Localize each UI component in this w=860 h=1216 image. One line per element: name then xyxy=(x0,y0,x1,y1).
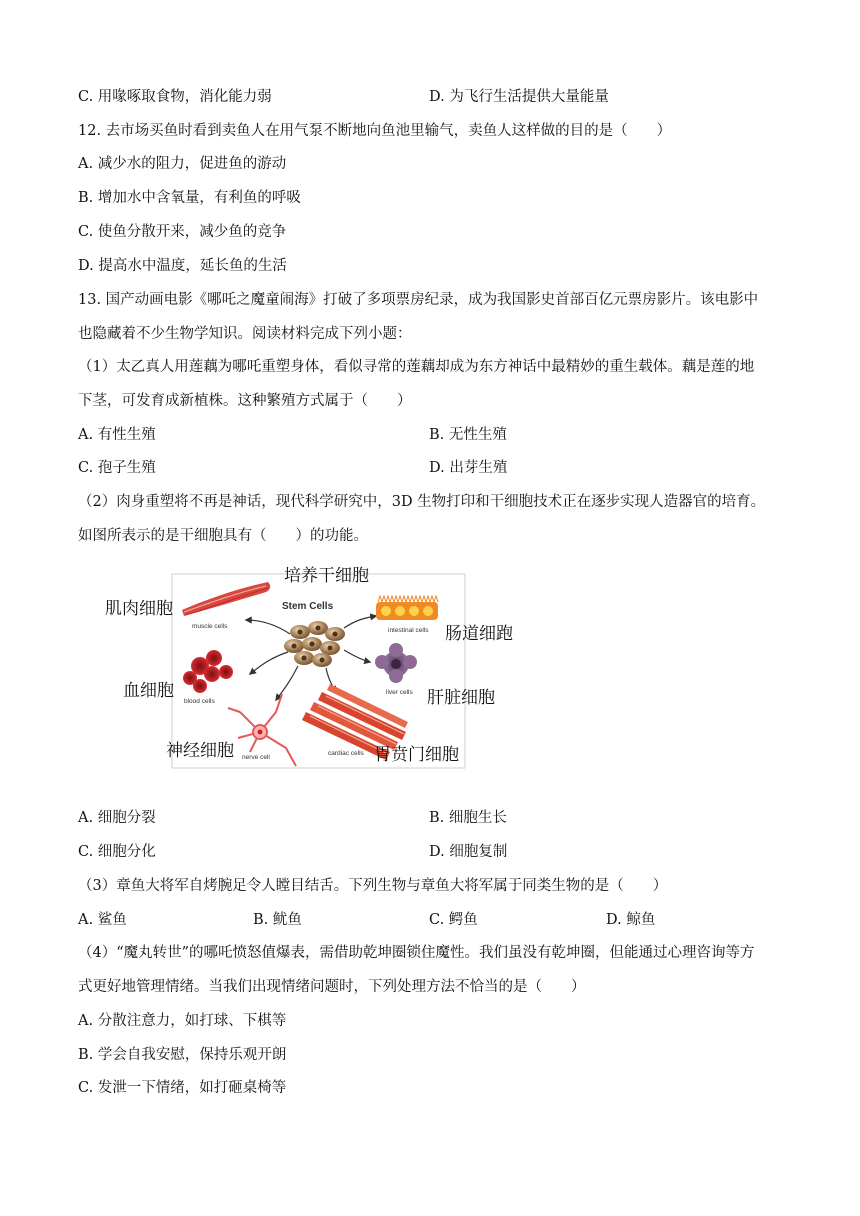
q13-2-option-d: D. 细胞复制 xyxy=(429,844,508,860)
q13-3-option-a: A. 鲨鱼 xyxy=(78,912,127,928)
q11-option-c: C. 用喙啄取食物，消化能力弱 xyxy=(78,89,272,105)
q13-2-option-b: B. 细胞生长 xyxy=(429,810,507,826)
q13-3-option-d: D. 鲸鱼 xyxy=(606,912,656,928)
q13-2-option-a: A. 细胞分裂 xyxy=(78,810,156,826)
q13-4-option-b: B. 学会自我安慰，保持乐观开朗 xyxy=(78,1047,287,1063)
blood-en-label: blood cells xyxy=(184,698,215,705)
stem-cells-en-title: Stem Cells xyxy=(282,601,334,612)
stem-cell-figure xyxy=(100,562,520,774)
q13-4-stem-line1: （4）“魔丸转世”的哪吒愤怒值爆表，需借助乾坤圈锁住魔性。我们虽没有乾坤圈，但能通过心理咨询等方 xyxy=(78,945,755,961)
blood-cn-label: 血细胞 xyxy=(123,681,174,701)
q13-3-option-b: B. 鱿鱼 xyxy=(253,912,302,928)
muscle-cn-label: 肌肉细胞 xyxy=(105,599,173,619)
q13-4-option-c: C. 发泄一下情绪，如打砸桌椅等 xyxy=(78,1080,287,1096)
q13-3-stem: （3）章鱼大将军自烤腕足令人瞠目结舌。下列生物与章鱼大将军属于同类生物的是（ ） xyxy=(78,878,668,894)
q13-1-option-c: C. 孢子生殖 xyxy=(78,460,156,476)
q13-1-stem-line2: 下茎，可发育成新植株。这种繁殖方式属于（ ） xyxy=(78,393,412,409)
muscle-en-label: muscle cells xyxy=(192,623,228,630)
q12-option-a: A. 减少水的阻力，促进鱼的游动 xyxy=(78,156,287,172)
cardiac-cn-label: 胃贲门细胞 xyxy=(374,745,459,765)
q13-stem-line2: 也隐藏着不少生物学知识。阅读材料完成下列小题： xyxy=(78,326,412,342)
nerve-en-label: nerve cell xyxy=(242,754,270,761)
intestinal-cell-image xyxy=(376,596,438,620)
nerve-cn-label: 神经细胞 xyxy=(166,741,234,761)
q13-4-option-a: A. 分散注意力，如打球、下棋等 xyxy=(78,1013,287,1029)
q13-2-option-c: C. 细胞分化 xyxy=(78,844,156,860)
liver-en-label: liver cells xyxy=(386,689,413,696)
q13-2-stem-line1: （2）肉身重塑将不再是神话，现代科学研究中，3D 生物打印和干细胞技术正在逐步实现人造器官的培育。 xyxy=(78,494,766,510)
q12-option-c: C. 使鱼分散开来，减少鱼的竞争 xyxy=(78,224,287,240)
q13-1-stem-line1: （1）太乙真人用莲藕为哪吒重塑身体，看似寻常的莲藕却成为东方神话中最精妙的重生载体。藕是莲的地 xyxy=(78,359,755,375)
intestinal-en-label: intestinal cells xyxy=(388,627,429,634)
q13-2-stem-line2: 如图所表示的是干细胞具有（ ）的功能。 xyxy=(78,528,368,544)
q12-stem: 12. 去市场买鱼时看到卖鱼人在用气泵不断地向鱼池里输气，卖鱼人这样做的目的是（ ） xyxy=(78,123,672,139)
liver-cn-label: 肝脏细胞 xyxy=(427,688,495,708)
q13-1-option-b: B. 无性生殖 xyxy=(429,427,507,443)
q13-stem-line1: 13. 国产动画电影《哪吒之魔童闹海》打破了多项票房纪录，成为我国影史首部百亿元票房影片。该电影中 xyxy=(78,292,759,308)
stem-cells-cn-title: 培养干细胞 xyxy=(284,566,369,586)
q11-option-d: D. 为飞行生活提供大量能量 xyxy=(429,89,609,105)
cardiac-en-label: cardiac cells xyxy=(328,750,364,757)
q13-1-option-d: D. 出芽生殖 xyxy=(429,460,508,476)
intestinal-cn-label: 肠道细跑 xyxy=(445,624,513,644)
q12-option-b: B. 增加水中含氧量，有利鱼的呼吸 xyxy=(78,190,301,206)
q12-option-d: D. 提高水中温度，延长鱼的生活 xyxy=(78,258,287,274)
q13-4-stem-line2: 式更好地管理情绪。当我们出现情绪问题时，下列处理方法不恰当的是（ ） xyxy=(78,979,586,995)
q13-1-option-a: A. 有性生殖 xyxy=(78,427,156,443)
q13-3-option-c: C. 鳄鱼 xyxy=(429,912,478,928)
